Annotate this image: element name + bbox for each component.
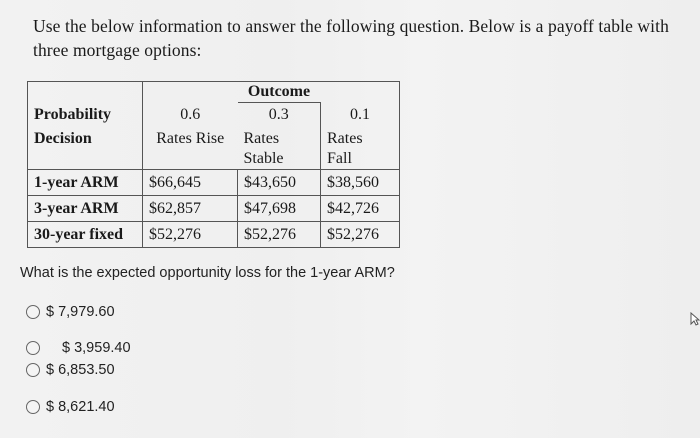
decision-1yr-arm: 1-year ARM [28, 170, 143, 196]
answer-option-2[interactable] [26, 340, 131, 356]
answer-option-4[interactable] [26, 399, 115, 415]
state-rates-rise: Rates Rise [156, 129, 225, 147]
answer-option-label: $ 3,959.40 [62, 340, 131, 356]
answer-option-1[interactable] [26, 304, 115, 320]
radio-button-icon[interactable] [26, 305, 40, 319]
mouse-cursor-icon [690, 312, 700, 326]
decision-30yr-fixed: 30-year fixed [28, 222, 143, 248]
radio-button-icon[interactable] [26, 400, 40, 414]
probability-rates-fall: 0.1 [350, 105, 370, 123]
radio-button-icon[interactable] [26, 341, 40, 355]
answer-option-label: $ 6,853.50 [46, 362, 115, 378]
probability-rates-stable: 0.3 [268, 106, 289, 123]
cell-3yr-rise: $62,857 [143, 196, 238, 222]
state-rates-fall-line2: Fall [327, 149, 352, 167]
question-text: What is the expected opportunity loss for the 1-year ARM? [20, 265, 395, 281]
answer-option-label: $ 7,979.60 [46, 304, 115, 320]
state-rates-stable-line2: Stable [243, 150, 284, 167]
decision-label: Decision [34, 129, 92, 147]
question-intro: Use the below information to answer the following question. Below is a payoff table with three mortgage options: [33, 16, 669, 60]
answer-option-label: $ 8,621.40 [46, 399, 115, 415]
table-row [28, 170, 400, 196]
probability-row [28, 103, 400, 170]
outcome-header: Outcome [238, 82, 321, 103]
table-row [28, 222, 400, 248]
payoff-table [27, 81, 400, 248]
radio-button-icon[interactable] [26, 363, 40, 377]
probability-rates-rise: 0.6 [180, 105, 201, 123]
probability-label: Probability [34, 105, 112, 123]
table-header-row [28, 82, 400, 103]
state-rates-fall-line1: Rates [327, 129, 363, 147]
answer-option-3[interactable] [26, 362, 115, 378]
cell-1yr-rise: $66,645 [143, 170, 238, 196]
cell-1yr-stable: $43,650 [238, 170, 321, 196]
table-row [28, 196, 400, 222]
state-rates-stable-line1: Rates [243, 130, 280, 147]
cell-1yr-fall: $38,560 [321, 170, 400, 196]
cell-30yr-fall: $52,276 [321, 222, 400, 248]
cell-3yr-fall: $42,726 [321, 196, 400, 222]
cell-30yr-rise: $52,276 [143, 222, 238, 248]
cell-3yr-stable: $47,698 [238, 196, 321, 222]
decision-3yr-arm: 3-year ARM [28, 196, 143, 222]
cell-30yr-stable: $52,276 [238, 222, 321, 248]
